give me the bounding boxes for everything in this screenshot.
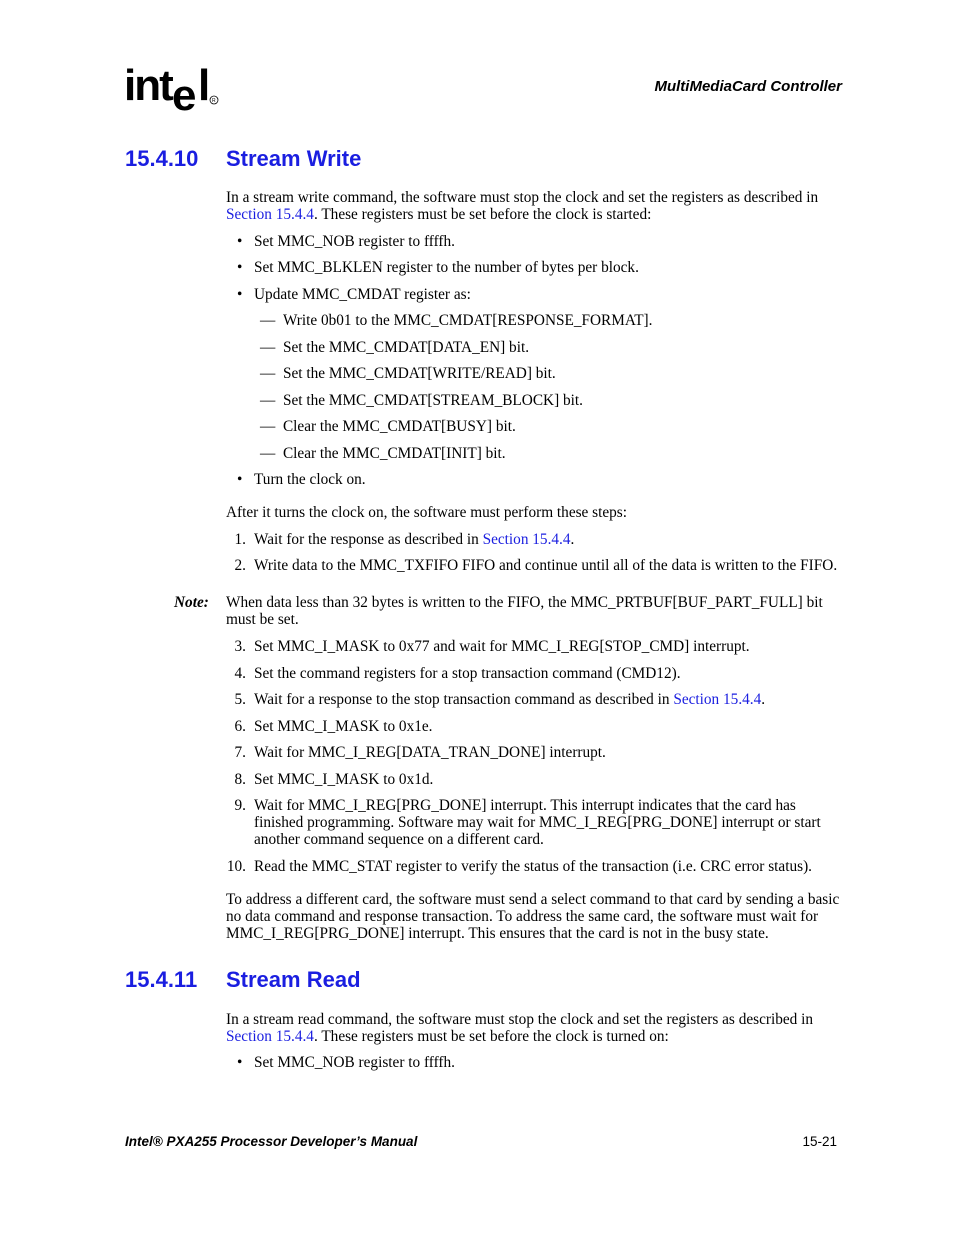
step-number: 10. [226, 858, 246, 875]
step-number: 4. [234, 665, 246, 682]
section-heading-stream-write [125, 146, 361, 172]
sub-list-item-text: Clear the MMC_CMDAT[INIT] bit. [282, 445, 506, 462]
list-item: • Update MMC_CMDAT register as: [237, 286, 471, 303]
step-text-part: Wait for a response to the stop transaction command as described in [254, 691, 674, 708]
section-number: 15.4.10 [125, 146, 199, 171]
sub-list-item-text: Set the MMC_CMDAT[DATA_EN] bit. [282, 339, 530, 356]
section-link[interactable]: Section 15.4.4 [673, 691, 762, 708]
step-number: 9. [234, 797, 246, 814]
sub-list-item-text: Clear the MMC_CMDAT[BUSY] bit. [282, 418, 516, 435]
step-text-part: . [761, 691, 766, 708]
section-number: 15.4.11 [125, 967, 198, 992]
list-item-text: Set MMC_NOB register to ffffh. [254, 233, 455, 250]
note-text: When data less than 32 bytes is written to the FIFO, the MMC_PRTBUF[BUF_PART_FULL] bit must be set. [226, 594, 823, 628]
step-number: 8. [234, 771, 246, 788]
footer-page-number: 15-21 [802, 1134, 837, 1149]
step-number: 7. [234, 744, 246, 761]
list-item: • Set MMC_BLKLEN register to the number of bytes per block. [237, 259, 639, 276]
section-title: Stream Write [226, 146, 362, 171]
intro-text-tail: . These registers must be set before the clock is started: [313, 206, 652, 223]
step-text: Read the MMC_STAT register to verify the status of the transaction (i.e. CRC error status). [254, 858, 812, 875]
step-text-part: . [570, 531, 575, 548]
svg-text:e: e [172, 71, 197, 120]
step-number: 2. [234, 557, 246, 574]
step-number: 1. [234, 531, 246, 548]
section-link[interactable]: Section 15.4.4 [226, 206, 314, 223]
svg-text:R: R [212, 98, 216, 104]
step-text: Set MMC_I_MASK to 0x1e. [254, 718, 433, 735]
step-text: Set the command registers for a stop transaction command (CMD12). [254, 665, 681, 682]
sub-list-item-text: Set the MMC_CMDAT[STREAM_BLOCK] bit. [282, 392, 583, 409]
list-item: • Set MMC_NOB register to ffffh. [237, 1054, 455, 1071]
intro-text: In a stream write command, the software must stop the clock and set the registers as described in [226, 189, 819, 206]
list-item: • Turn the clock on. [237, 471, 366, 488]
note-label: Note: [174, 594, 209, 611]
intel-logo [124, 60, 224, 120]
list-item: • Set MMC_NOB register to ffffh. [237, 233, 455, 250]
sub-list-item-text: Write 0b01 to the MMC_CMDAT[RESPONSE_FORMAT]. [282, 312, 653, 329]
section-link[interactable]: Section 15.4.4 [226, 1028, 314, 1045]
intro-text-tail: . These registers must be set before the clock is turned on: [313, 1028, 669, 1045]
chapter-title: MultiMediaCard Controller [654, 78, 842, 95]
svg-text:l: l [198, 61, 211, 110]
sub-list-item: — Set the MMC_CMDAT[WRITE/READ] bit. [260, 365, 556, 382]
step-text [254, 691, 846, 708]
intro-text: In a stream read command, the software must stop the clock and set the registers as described in [226, 1011, 814, 1028]
step-text: Set MMC_I_MASK to 0x77 and wait for MMC_I_REG[STOP_CMD] interrupt. [254, 638, 750, 655]
step-text: Set MMC_I_MASK to 0x1d. [254, 771, 434, 788]
section-link[interactable]: Section 15.4.4 [482, 531, 571, 548]
list-item-text: Turn the clock on. [254, 471, 366, 488]
list-item-text: Update MMC_CMDAT register as: [254, 286, 471, 303]
sub-list-item: — Clear the MMC_CMDAT[BUSY] bit. [260, 418, 516, 435]
step-number: 5. [234, 691, 246, 708]
intro-paragraph [226, 189, 846, 223]
step-text: Wait for MMC_I_REG[DATA_TRAN_DONE] interrupt. [254, 744, 606, 761]
step-text: Wait for MMC_I_REG[PRG_DONE] interrupt. This interrupt indicates that the card has finished programming. Software may wait for MMC_I_REG[PRG_DONE] interrupt or start another command sequence on a different card. [254, 797, 821, 848]
section-title: Stream Read [226, 967, 361, 992]
svg-text:int: int [124, 61, 172, 110]
list-item-text: Set MMC_BLKLEN register to the number of bytes per block. [254, 259, 639, 276]
list-item-text: Set MMC_NOB register to ffffh. [254, 1054, 455, 1071]
section-heading-stream-read [125, 967, 361, 993]
step-text [254, 531, 846, 548]
closing-paragraph: To address a different card, the software must send a select command to that card by sending a basic no data command and response transaction. To address the same card, the software must wait for MMC_I_REG[PRG_DONE] interrupt. This ensures that the card is not in the busy state. [226, 891, 840, 942]
intro-paragraph [226, 1011, 846, 1045]
step-number: 3. [234, 638, 246, 655]
step-number: 6. [234, 718, 246, 735]
sub-list-item-text: Set the MMC_CMDAT[WRITE/READ] bit. [282, 365, 556, 382]
sub-list-item: — Set the MMC_CMDAT[STREAM_BLOCK] bit. [260, 392, 583, 409]
footer-manual-title: Intel® PXA255 Processor Developer’s Manual [125, 1134, 418, 1149]
step-text: Write data to the MMC_TXFIFO FIFO and continue until all of the data is written to the FIFO. [254, 557, 838, 574]
sub-list-item: — Set the MMC_CMDAT[DATA_EN] bit. [260, 339, 530, 356]
after-paragraph: After it turns the clock on, the software must perform these steps: [226, 504, 628, 521]
step-text-part: Wait for the response as described in [254, 531, 483, 548]
sub-list-item: — Write 0b01 to the MMC_CMDAT[RESPONSE_FORMAT]. [260, 312, 653, 329]
sub-list-item: — Clear the MMC_CMDAT[INIT] bit. [260, 445, 506, 462]
